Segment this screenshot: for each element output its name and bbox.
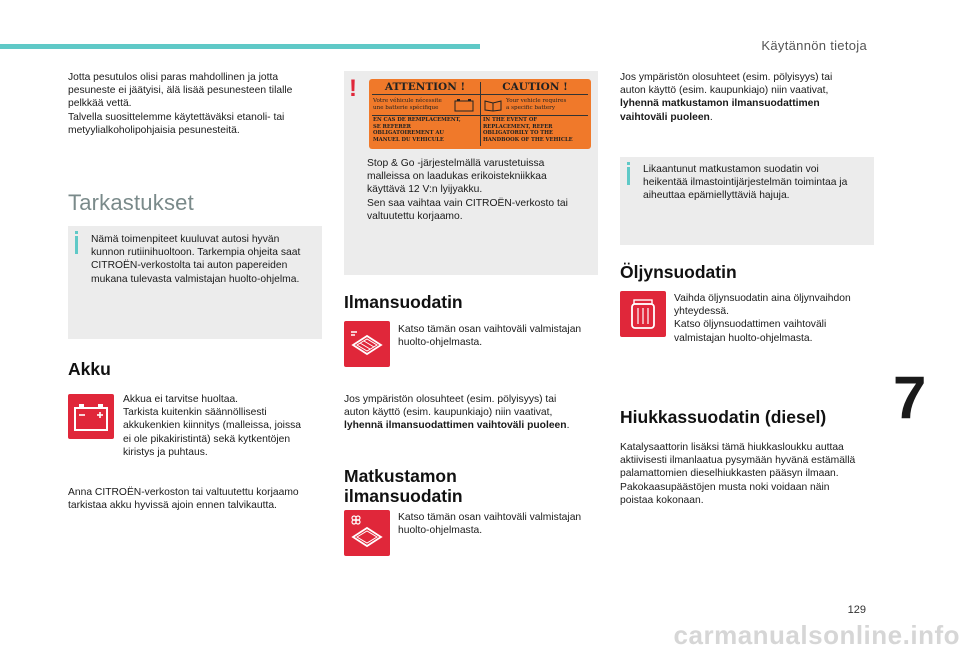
text-end: . [566, 420, 570, 432]
chapter-number: 7 [893, 364, 927, 431]
text-line: CITROËN-verkostolta tai auton papereiden [91, 260, 288, 272]
text-line: Katso tämän osan vaihtoväli valmistajan [398, 324, 582, 335]
text-line: Vaihda öljynsuodatin aina öljynvaihdon [674, 293, 851, 304]
intro-paragraph [68, 71, 328, 137]
label-en-line: a specific battery [506, 105, 555, 111]
label-fr-small-line: OBLIGATOIREMENT AU [373, 130, 444, 137]
label-fr-small-line: SE REFERER [373, 123, 411, 130]
page-number: 129 [847, 604, 866, 616]
text-line: auton käyttö (esim. kaupunkiajo) niin vaativat, [344, 407, 553, 419]
text-line: metyylialkoholipohjaisia pesunesteitä. [68, 124, 240, 136]
text-line: tarkistaa akku hyvissä ajoin ennen talvikautta. [68, 500, 277, 512]
label-fr-small [373, 117, 477, 143]
heading-matkustamon-ilmansuodatin [344, 466, 463, 506]
text-line: mukana tulevasta valmistajan huolto-ohjelma. [91, 273, 300, 285]
label-divider [372, 94, 588, 95]
text-line: huolto-ohjelmasta. [398, 337, 483, 349]
text-line: yhteydessä. [674, 306, 729, 318]
text-line: käyttävä 12 V:n lyijyakku. [367, 184, 483, 196]
text-line [620, 97, 880, 110]
info-box-cabin-filter [620, 157, 874, 245]
heading-hiukkassuodatin: Hiukkassuodatin (diesel) [620, 407, 827, 427]
warning-exclamation-icon: ! [349, 75, 357, 102]
cabin-filter-icon [344, 510, 390, 556]
text-line: Stop & Go -järjestelmällä varustetuissa [367, 158, 545, 169]
info-icon [620, 162, 638, 188]
text-line [620, 111, 880, 124]
bold-text: lyhennä ilmansuodattimen vaihtoväli puoleen [344, 420, 567, 432]
text-line: Akkua ei tarvitse huoltaa. [123, 394, 239, 405]
info-text [91, 233, 319, 286]
text-line: Talvella suosittelemme käytettäväksi etanoli- tai [68, 111, 285, 123]
label-en-small-line: OBLIGATORILY TO THE [483, 130, 553, 137]
bold-text: vaihtoväli puoleen [620, 111, 710, 123]
heading-akku: Akku [68, 359, 111, 379]
heading-oljynsuodatin: Öljynsuodatin [620, 262, 737, 282]
bold-text: lyhennä matkustamon ilmansuodattimen [620, 98, 820, 110]
label-caution: CAUTION ! [502, 81, 568, 93]
label-en-small-line: REPLACEMENT, REFER [483, 123, 553, 130]
section-title: Käytännön tietoja [761, 38, 867, 53]
matkustamo-note [620, 71, 880, 124]
text-line: Jotta pesutulos olisi paras mahdollinen ja jotta [68, 72, 279, 83]
text-line [344, 419, 604, 432]
heading-tarkastukset: Tarkastukset [68, 190, 194, 215]
label-divider [480, 82, 481, 146]
label-fr-line: une batterie spécifique [373, 105, 439, 111]
heading-ilmansuodatin: Ilmansuodatin [344, 292, 463, 312]
hiukkas-text [620, 441, 885, 507]
akku-footer-text [68, 486, 328, 512]
text-line: poistaa kokonaan. [620, 494, 704, 506]
text-line: Jos ympäristön olosuhteet (esim. pölyisyys) tai [344, 394, 557, 405]
ilmansuodatin-text [398, 323, 598, 349]
matkustamo-text [398, 511, 598, 537]
heading-line: ilmansuodatin [344, 486, 463, 506]
text-line: Sen saa vaihtaa vain CITROËN-verkosto tai [367, 197, 568, 209]
oljy-text [674, 292, 879, 345]
text-line: Katso tämän osan vaihtoväli valmistajan [398, 512, 582, 523]
text-line: auton käyttö (esim. kaupunkiajo) niin vaativat, [620, 85, 829, 97]
stopgo-text [367, 157, 595, 223]
text-line: kiristys ja puhtaus. [123, 446, 208, 458]
watermark: carmanualsonline.info [673, 620, 960, 650]
battery-warning-label [369, 79, 591, 149]
battery-icon [68, 394, 114, 439]
label-fr-text [373, 98, 449, 112]
text-line: huolto-ohjelmasta. [398, 525, 483, 537]
ilmansuodatin-note [344, 393, 604, 433]
label-divider [372, 115, 588, 116]
text-line: pelkkää vettä. [68, 98, 132, 110]
label-attention: ATTENTION ! [384, 81, 466, 93]
text-line: Tarkista kuitenkin säännöllisesti [123, 407, 267, 419]
oil-filter-icon [620, 291, 666, 337]
text-line: valmistajan huolto-ohjelmasta. [674, 332, 813, 344]
label-en-small [483, 117, 589, 143]
label-fr-line: Votre véhicule nécessite [373, 98, 442, 104]
text-line: palamattomien dieselhiukkasten pääsyn ilmaan. [620, 468, 839, 480]
text-line: Katso öljynsuodattimen vaihtoväli [674, 319, 827, 331]
text-line: Jos ympäristön olosuhteet (esim. pölyisyys) tai [620, 72, 833, 83]
text-line: pesuneste ei jäätyisi, älä lisää pesunesteen tilalle [68, 85, 293, 97]
text-line: ei ole pikakiristintä) sekä kytkentöjen [123, 433, 291, 445]
header-accent-bar [0, 44, 480, 49]
battery-small-icon [453, 98, 475, 112]
heading-line: Matkustamon [344, 466, 457, 486]
book-icon [483, 98, 503, 112]
air-filter-icon [344, 321, 390, 367]
label-fr-small-line: MANUEL DU VEHICULE [373, 136, 444, 143]
text-end: . [709, 111, 713, 123]
info-box-battery-warning [344, 71, 598, 275]
text-line: valtuutettu korjaamo. [367, 210, 463, 222]
text-line: malleissa on laadukas erikoistekniikkaa [367, 171, 547, 183]
text-line: akkukenkien kiinnitys (malleissa, joissa [123, 420, 301, 432]
text-line: Pakokaasupäästöjen musta noki voidaan näin [620, 481, 830, 493]
akku-text [123, 393, 323, 459]
label-en-small-line: IN THE EVENT OF [483, 117, 538, 123]
text-line: aktiivisesti ilmanlaatua pysymään hyvänä estämällä [620, 455, 856, 467]
text-line: Katalysaattorin lisäksi tämä hiukkasloukku auttaa [620, 442, 844, 453]
text-line: kunnon rutiinihuoltoon. Tarkempia ohjeita saat [91, 247, 301, 259]
text-line: aiheuttaa epämiellyttäviä hajuja. [643, 190, 790, 202]
text-line: Anna CITROËN-verkoston tai valtuutettu korjaamo [68, 487, 299, 498]
info-text [643, 163, 871, 203]
label-en-text [506, 98, 588, 112]
info-icon [68, 231, 86, 257]
label-en-small-line: HANDBOOK OF THE VEHICLE [483, 136, 573, 143]
label-fr-small-line: EN CAS DE REMPLACEMENT, [373, 117, 461, 123]
text-line: Likaantunut matkustamon suodatin voi [643, 164, 819, 175]
label-en-line: Your vehicle requires [506, 98, 567, 104]
text-line: heikentää ilmastointijärjestelmän toimintaa ja [643, 177, 848, 189]
text-line: Nämä toimenpiteet kuuluvat autosi hyvän [91, 234, 280, 245]
info-box-tarkastukset [68, 226, 322, 339]
